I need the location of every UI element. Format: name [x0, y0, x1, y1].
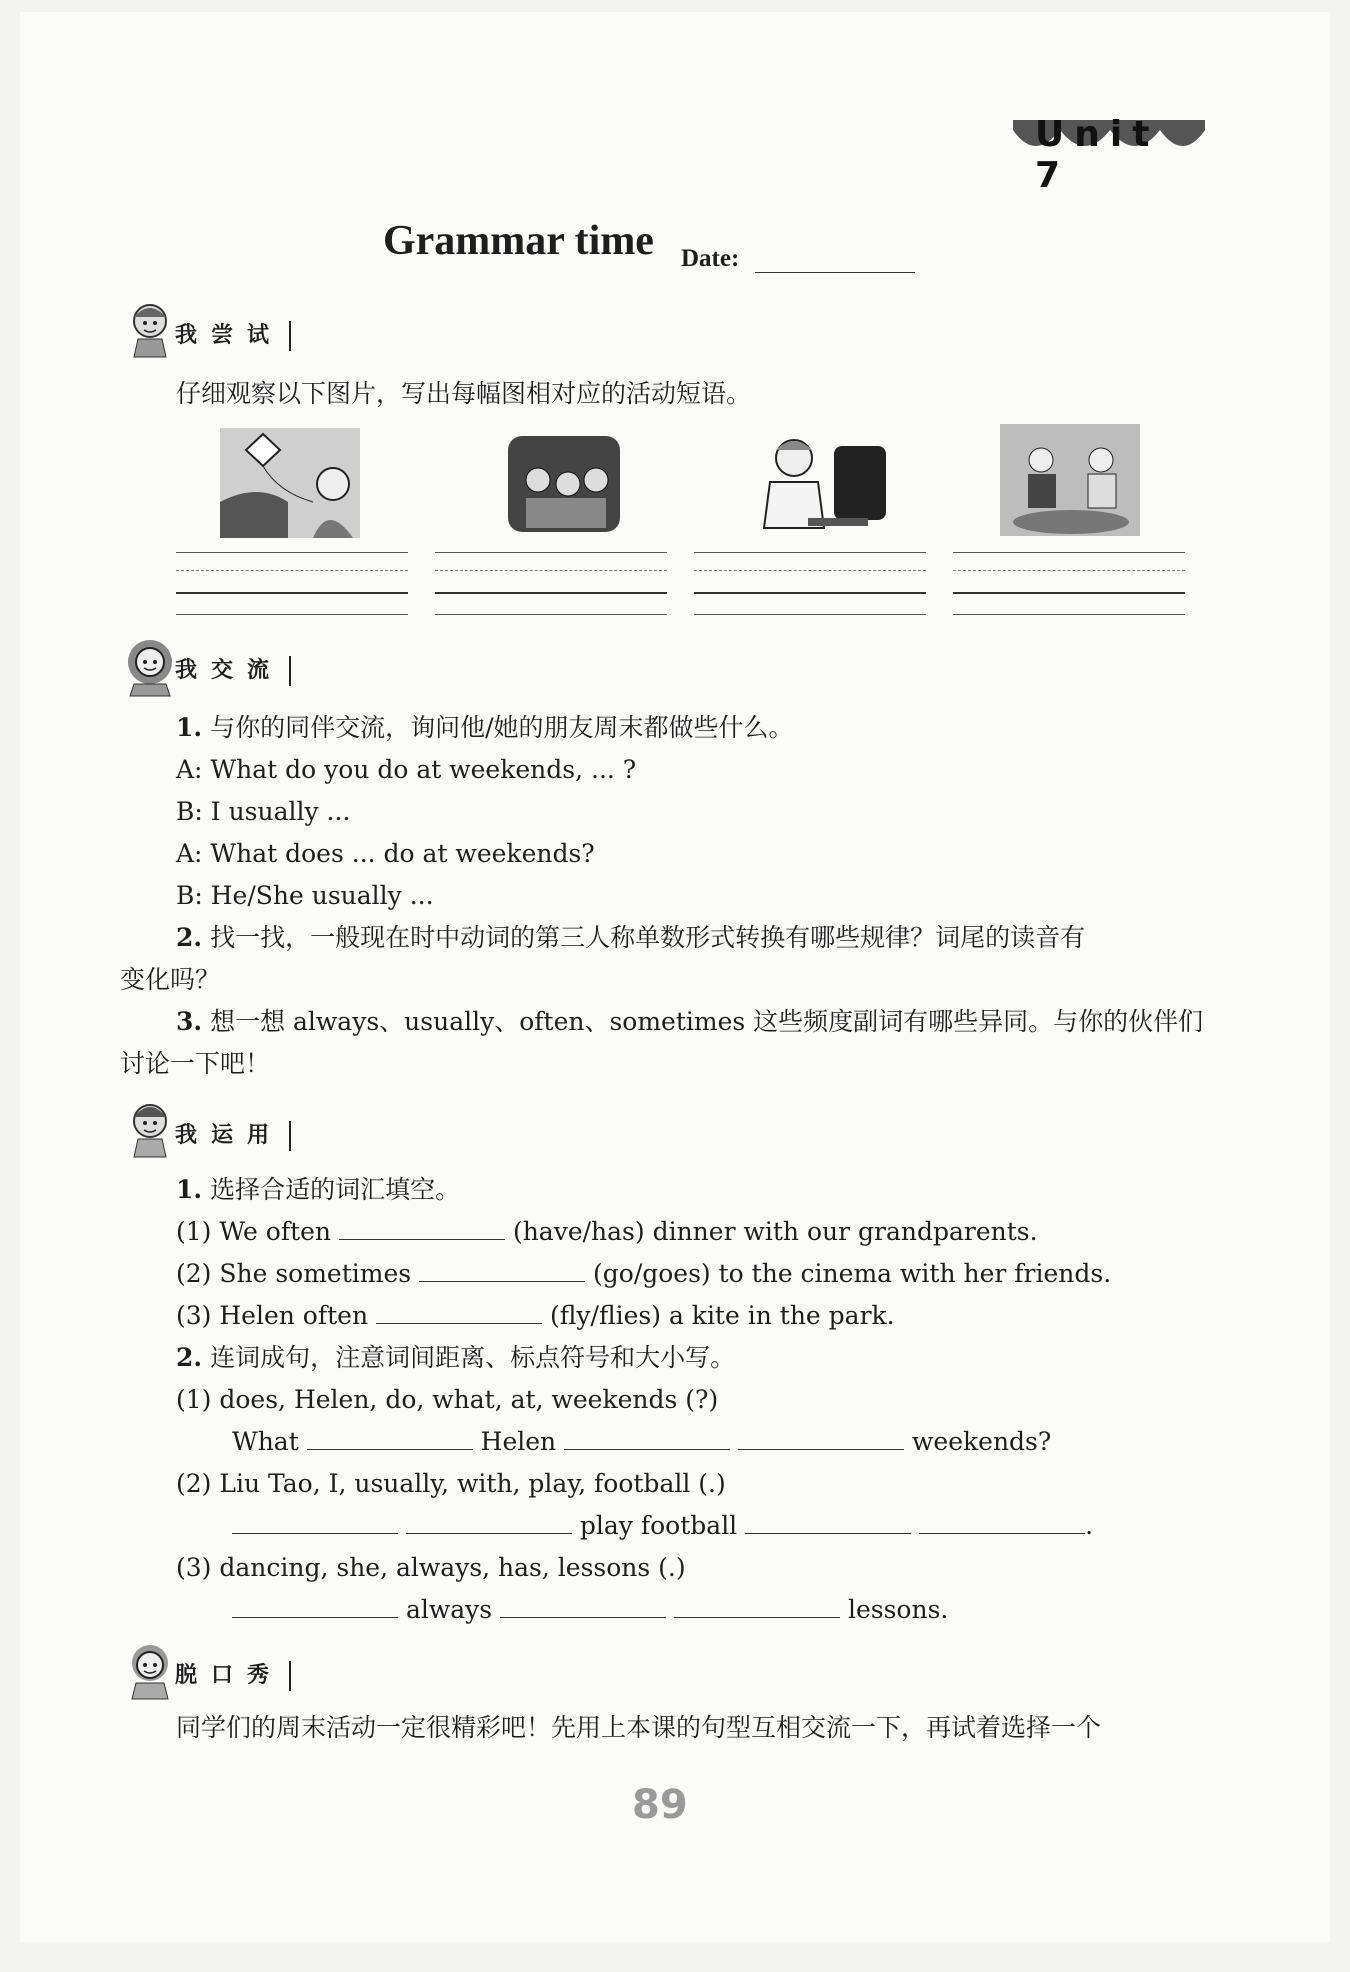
unit-banner — [1005, 112, 1215, 196]
cinema-picture — [488, 422, 638, 540]
try-instruction: 仔细观察以下图片，写出每幅图相对应的活动短语。 — [176, 379, 752, 408]
fill-blank[interactable] — [232, 1595, 398, 1618]
fill-blank[interactable] — [500, 1595, 666, 1618]
boy-mascot-icon — [120, 632, 182, 698]
use-q1-instruction: 1. 选择合适的词汇填空。 — [176, 1175, 461, 1204]
dialogue-line: A: What does ... do at weekends? — [176, 839, 595, 868]
unit-label: Unit 7 — [1035, 114, 1160, 196]
answer-lines-4[interactable] — [953, 552, 1185, 622]
girl-mascot-icon — [120, 1097, 182, 1163]
section-try-header — [120, 297, 360, 367]
fill-blank[interactable] — [738, 1427, 904, 1450]
workbook-page — [20, 12, 1330, 1942]
dialogue-line: A: What do you do at weekends, ... ? — [176, 755, 637, 784]
use-q2-item-2: (2) Liu Tao, I, usually, with, play, football (.) — [176, 1469, 726, 1498]
fill-blank[interactable] — [919, 1511, 1085, 1534]
use-q2-instruction: 2. 连词成句，注意词间距离、标点符号和大小写。 — [176, 1343, 736, 1372]
talk-item-2: 2. 找一找，一般现在时中动词的第三人称单数形式转换有哪些规律？词尾的读音有 — [176, 923, 1086, 952]
talk-item-3: 3. 想一想 always、usually、often、sometimes 这些频度副词有哪些异同。与你的伙伴们 — [176, 1007, 1204, 1036]
dialogue-line: B: I usually ... — [176, 797, 351, 826]
page-number: 89 — [632, 1782, 688, 1828]
section-show-title: 脱口秀 — [175, 1661, 291, 1691]
fill-blank[interactable] — [419, 1259, 585, 1282]
section-talk-header — [120, 632, 360, 702]
answer-lines-2[interactable] — [435, 552, 667, 622]
use-q2-item-3: (3) dancing, she, always, has, lessons (.) — [176, 1553, 686, 1582]
section-use-title: 我运用 — [175, 1121, 291, 1151]
girl-mascot-icon — [120, 297, 182, 363]
section-try-title: 我尝试 — [175, 321, 291, 351]
fill-blank[interactable] — [307, 1427, 473, 1450]
show-text: 同学们的周末活动一定很精彩吧！先用上本课的句型互相交流一下，再试着选择一个 — [176, 1713, 1102, 1742]
kite-flying-picture — [218, 422, 368, 540]
section-use-header — [120, 1097, 360, 1167]
fill-blank[interactable] — [564, 1427, 730, 1450]
date-field[interactable] — [755, 272, 915, 273]
talk-item-3-cont: 讨论一下吧！ — [120, 1049, 271, 1078]
talk-item-2-cont: 变化吗？ — [120, 965, 221, 994]
answer-lines-3[interactable] — [694, 552, 926, 622]
use-q2-answer-1: What Helen weekends? — [232, 1427, 1052, 1456]
use-q2-answer-3: always lessons. — [232, 1594, 948, 1626]
picnic-picture — [996, 422, 1146, 540]
date-label: Date: — [681, 245, 740, 272]
answer-lines-1[interactable] — [176, 552, 408, 622]
title-row — [383, 217, 740, 272]
use-q1-item-2: (2) She sometimes (go/goes) to the cinema with her friends. — [176, 1259, 1112, 1288]
computer-picture — [748, 422, 898, 540]
use-q2-item-1: (1) does, Helen, do, what, at, weekends (?) — [176, 1385, 719, 1414]
boy-mascot-icon — [120, 1637, 182, 1703]
use-q1-item-3: (3) Helen often (fly/flies) a kite in the park. — [176, 1301, 895, 1330]
fill-blank[interactable] — [745, 1511, 911, 1534]
section-talk-title: 我交流 — [175, 656, 291, 686]
fill-blank[interactable] — [674, 1595, 840, 1618]
dialogue-line: B: He/She usually ... — [176, 881, 434, 910]
page-title: Grammar time — [383, 218, 654, 264]
fill-blank[interactable] — [339, 1217, 505, 1240]
section-show-header — [120, 1637, 360, 1707]
talk-item-1: 1. 与你的同伴交流，询问他/她的朋友周末都做些什么。 — [176, 713, 794, 742]
fill-blank[interactable] — [232, 1511, 398, 1534]
use-q2-answer-2: play football . — [232, 1510, 1093, 1542]
fill-blank[interactable] — [406, 1511, 572, 1534]
fill-blank[interactable] — [376, 1301, 542, 1324]
use-q1-item-1: (1) We often (have/has) dinner with our grandparents. — [176, 1217, 1038, 1246]
